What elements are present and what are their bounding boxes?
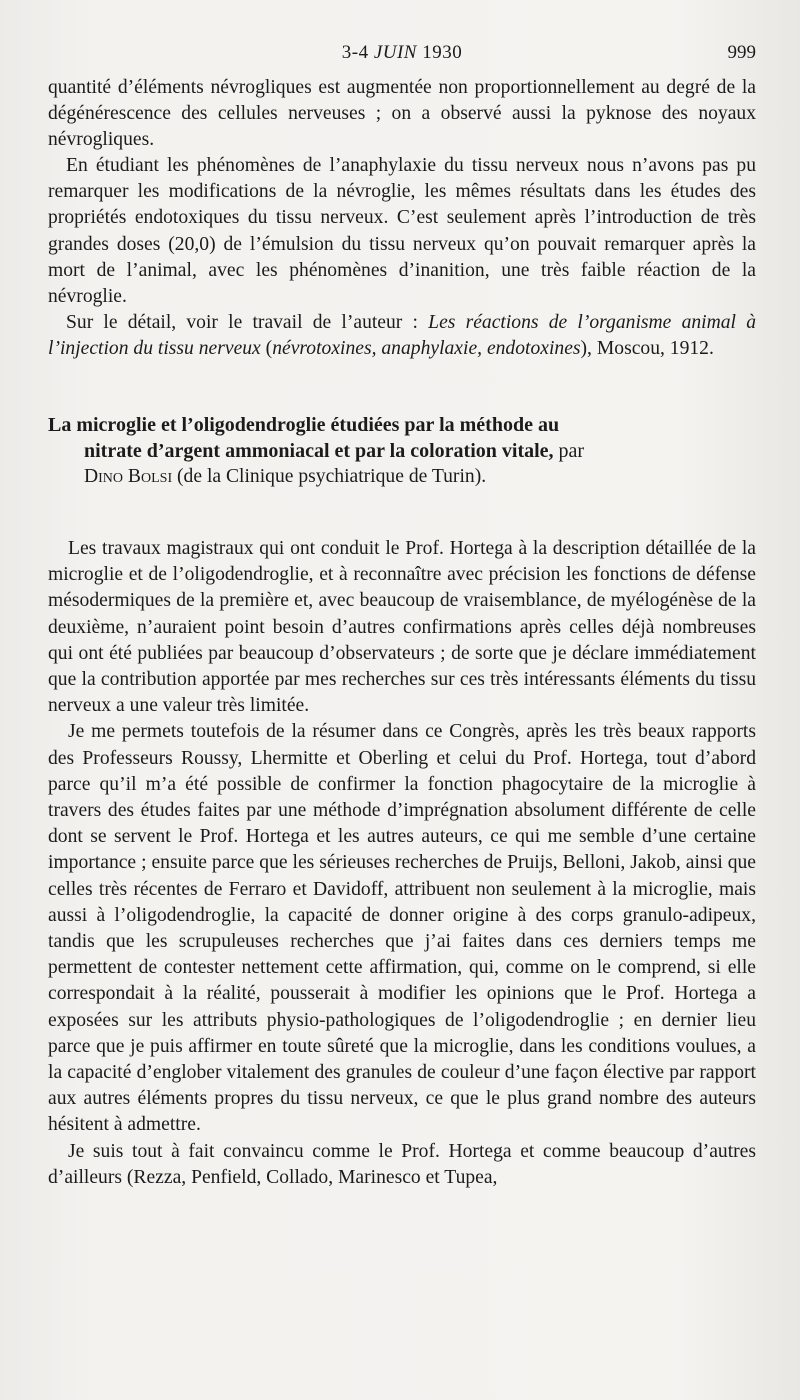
article-paragraph-2: Je me permets toutefois de la résumer dans ce Congrès, après les très beaux rapports des Professeurs Roussy, Lhermitte et Oberling et celui du Prof. Hortega, tout d’abord parce qu’il m’a été possible de confirmer la fonction phagocytaire de la microglie à travers des études faites par une méthode d’imprégnation absolument différente de celle dont se servent le Prof. Hortega et les autres auteurs, ce qui me semble d’une certaine importance ; ensuite parce que les sérieuses recherches de Pruijs, Belloni, Jakob, ainsi que celles très récentes de Ferraro et Davidoff, attribuent non seulement à la microglie, mais aussi à l’oligodendroglie, la capacité de donner origine à des corps granulo-adipeux, tandis que les scrupuleuses recherches que j’ai faites dans ces derniers temps me permettent de contester nettement cette affirmation, qui, comme on le comprend, si elle correspondait à la réalité, pousserait à modifier les opinions que le Prof. Hortega a exposées sur les attributs physio-pathologiques de l’oligodendroglie ; en dernier lieu parce que je puis affirmer en toute sûreté que la microglie, dans les conditions voulues, a la capacité d’englober vitalement des granules de couleur d’une façon élective par rapport aux autres éléments propres du tissu nerveux, ce que le plus grand nombre des auteurs hésitent à admettre. <box>48 721 756 1136</box>
section-title-text: nitrate d’argent ammoniacal et par la coloration vitale, <box>84 440 554 463</box>
intro-text <box>48 75 756 362</box>
article-body <box>48 536 756 1191</box>
intro-paragraph-1: quantité d’éléments névrogliques est augmentée non proportionnellement au degré de la dégénérescence des cellules nerveuses ; on a observé aussi la pyknose des noyaux névrogliques. <box>48 77 756 151</box>
reference-sub-open: ( <box>260 337 273 359</box>
author-affiliation: (de la Clinique psychiatrique de Turin). <box>172 466 487 488</box>
date-prefix: 3-4 <box>341 42 369 63</box>
reference-tail: ), Moscou, 1912. <box>580 337 714 359</box>
author-name: Dino Bolsi <box>84 466 173 488</box>
reference-subtitle: névrotoxines, anaphylaxie, endotoxines <box>272 337 581 359</box>
reference-title: Les réactions de l’organisme animal à l’injection du tissu nerveux <box>48 311 756 359</box>
month: JUIN <box>373 42 417 63</box>
reference-lead: Sur le détail, voir le travail de l’auteur : <box>66 311 429 333</box>
page-header <box>48 42 756 70</box>
article-paragraph-3: Je suis tout à fait convaincu comme le Prof. Hortega et comme beaucoup d’autres d’ailleurs (Rezza, Penfield, Collado, Marinesco et Tupea, <box>48 1140 756 1188</box>
intro-paragraph-2: En étudiant les phénomènes de l’anaphylaxie du tissu nerveux nous n’avons pas pu remarquer les modifications de la névroglie, les mêmes résultats dans les études des propriétés endotoxiques du tissu nerveux. C’est seulement après l’introduction de très grandes doses (20,0) de l’émulsion du tissu nerveux qu’on pouvait remarquer après la mort de l’animal, avec les phénomènes d’inanition, une très faible réaction de la névroglie. <box>48 155 756 307</box>
running-head <box>48 42 756 64</box>
section-heading <box>48 412 756 490</box>
year: 1930 <box>422 42 463 63</box>
section-by: par <box>553 440 585 463</box>
intro-paragraph-3 <box>48 310 756 362</box>
page-number: 999 <box>727 42 756 63</box>
section-title-line-2 <box>48 438 756 464</box>
section-title-line-1: La microglie et l’oligodendroglie étudiées par la méthode au <box>48 414 560 436</box>
author-line <box>48 464 756 490</box>
article-paragraph-1: Les travaux magistraux qui ont conduit le Prof. Hortega à la description détaillée de la microglie et de l’oligodendroglie, et à reconnaître avec précision les fonctions de défense mésodermiques de la première et, avec beaucoup de vraisemblance, de myélogénèse de la deuxième, n’auraient point besoin d’autres confirmations après celles déjà nombreuses qui ont été publiées par beaucoup d’observateurs ; de sorte que je déclare immédiatement que la contribution apportée par mes recherches sur ces très intéressants éléments du tissu nerveux a une valeur très limitée. <box>48 538 756 717</box>
